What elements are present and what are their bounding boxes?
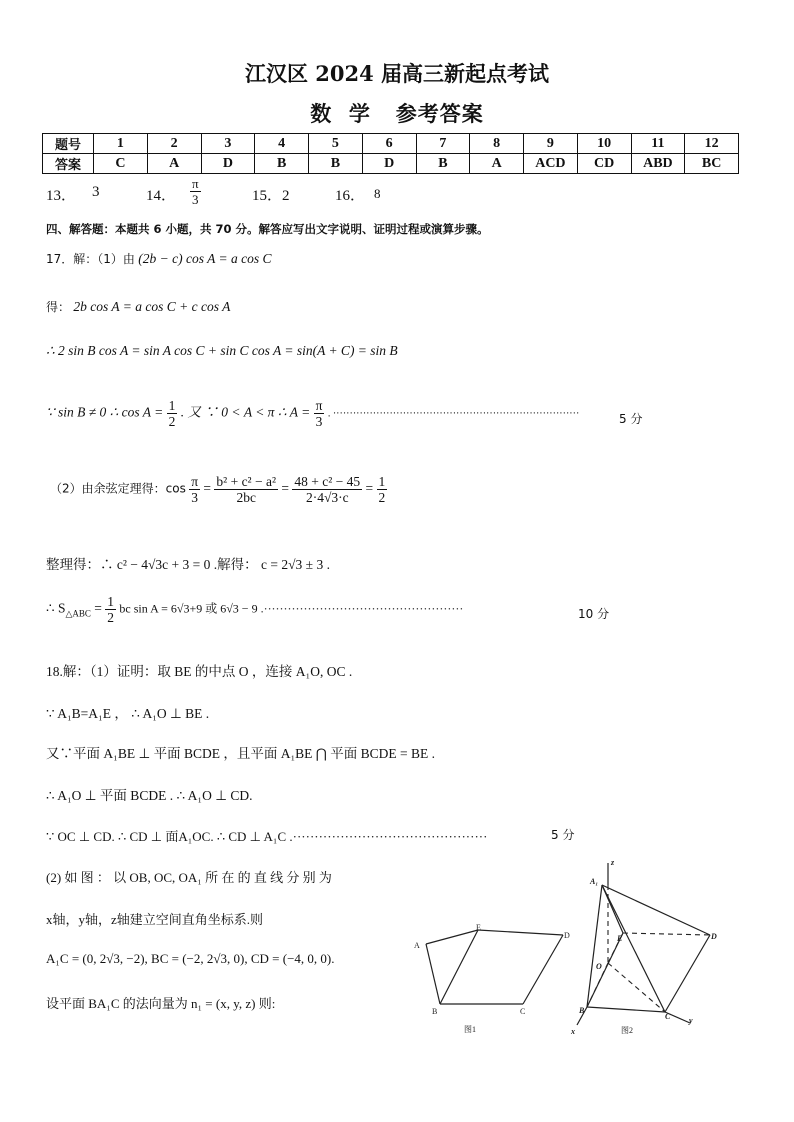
frac-den: 2	[168, 414, 176, 429]
frac-num: b² + c² − a²	[216, 474, 277, 489]
table-cell: A	[470, 154, 524, 174]
edge-ba	[426, 944, 440, 1004]
frac-num: 1	[168, 398, 176, 413]
table-cell: 12	[685, 134, 739, 154]
edge-be	[440, 930, 478, 1004]
frac-den: 2	[378, 490, 386, 505]
frac-num: 1	[107, 594, 115, 609]
q16-label: 16．	[335, 188, 366, 204]
table-cell: CD	[577, 154, 631, 174]
edge-ed-hidden	[623, 933, 710, 935]
figure-1-diagram	[408, 922, 578, 1037]
q13-label: 13．	[46, 188, 77, 204]
edge-ae	[426, 930, 478, 944]
fig2-label-x: x	[571, 1027, 575, 1036]
q17-line3-expr: ∴ 2 sin B cos A = sin A cos C + sin C cos A = sin(A + C) = sin B	[46, 343, 398, 358]
q17-line7	[46, 594, 463, 625]
q17-line4-b: . 又 ∵ 0 < A < π ∴ A =	[180, 404, 311, 420]
frac-den: 3	[315, 414, 323, 429]
fig2-label-e: E	[617, 934, 623, 943]
table-cell: ABD	[631, 154, 685, 174]
fig2-label-b: B	[579, 1006, 585, 1015]
q17-score-2: 10 分	[578, 607, 610, 621]
fig1-caption: 图1	[464, 1025, 476, 1034]
table-cell: D	[201, 154, 255, 174]
q18-line9: 设平面 BA₁C 的法向量为 n₁ = (x, y, z) 则:	[46, 996, 276, 1011]
table-cell: 11	[631, 134, 685, 154]
figure-2-diagram	[565, 855, 725, 1040]
fig1-label-b: B	[432, 1007, 438, 1016]
frac-den: 2	[107, 610, 115, 625]
answer-table	[42, 133, 739, 174]
q17-line7-c: bc sin A = 6√3+9 或 6√3 − 9 .··················································	[119, 601, 464, 616]
q17-line1-expr: (2b − c) cos A = a cos C	[138, 251, 272, 266]
edge-bc	[587, 1007, 665, 1012]
fig2-label-c: C	[665, 1012, 671, 1021]
q17-line4-dots: . ··········································································	[327, 408, 580, 420]
q17-score-1: 5 分	[619, 412, 643, 426]
frac-num: 1	[378, 474, 386, 489]
fig2-label-d: D	[711, 932, 717, 941]
fig1-label-c: C	[520, 1007, 526, 1016]
table-row-numbers	[43, 134, 739, 154]
fig2-label-y: y	[689, 1016, 693, 1025]
q14-answer	[190, 176, 201, 207]
edge-dc	[665, 935, 710, 1012]
page-title: 江汉区 2024 届高三新起点考试	[244, 61, 550, 86]
section-heading: 四、解答题：本题共 6 小题，共 70 分。解答应写出文字说明、证明过程或演算步骤。	[46, 222, 489, 236]
table-cell: A	[147, 154, 201, 174]
edge-a1c	[602, 885, 665, 1012]
table-cell: ACD	[524, 154, 578, 174]
q17-line2	[46, 298, 230, 315]
q18-line3: 又∵平面 A₁BE ⊥ 平面 BCDE ，且平面 A₁BE ⋂ 平面 BCDE = BE .	[46, 746, 435, 761]
q17-line2-expr: 2b cos A = a cos C + c cos A	[73, 299, 231, 314]
table-row-answers	[43, 154, 739, 174]
q18-line7: x轴，y轴，z轴建立空间直角坐标系.则	[46, 912, 264, 927]
q17-line7-b: =	[94, 600, 102, 616]
q16-answer: 8	[374, 186, 381, 201]
table-cell: C	[94, 154, 148, 174]
edge-ed	[478, 930, 563, 935]
table-header-answer: 答案	[43, 154, 94, 174]
fig1-label-e: E	[476, 923, 481, 932]
q17-line7-a: ∴ S	[46, 600, 66, 616]
fig1-label-d: D	[564, 931, 570, 940]
q17-line7-sub: △ABC	[65, 608, 91, 619]
q17-line4	[46, 398, 579, 429]
q17-line5-prefix: （2）由余弦定理得：cos	[50, 481, 186, 496]
frac-num: π	[315, 398, 323, 413]
q18-line2: ∵ A₁B=A₁E ， ∴ A₁O ⊥ BE .	[46, 706, 210, 721]
table-cell: 5	[309, 134, 363, 154]
q14-numerator: π	[192, 176, 199, 191]
q14-label: 14．	[146, 188, 177, 204]
q14-denominator: 3	[192, 192, 199, 207]
table-cell: 4	[255, 134, 309, 154]
q13-answer: 3	[92, 184, 100, 200]
table-cell: B	[309, 154, 363, 174]
q18-line8: A₁C = (0, 2√3, −2), BC = (−2, 2√3, 0), CD = (−4, 0, 0).	[46, 951, 335, 966]
table-cell: 6	[362, 134, 416, 154]
fig2-label-a1: A₁	[590, 877, 599, 886]
table-cell: D	[362, 154, 416, 174]
table-cell: 3	[201, 134, 255, 154]
frac-den: 2bc	[236, 490, 256, 505]
q17-line1	[46, 250, 272, 267]
q17-line5: （2）由余弦定理得：cos $\frac{\pi}{3}$ = $\frac{\text{b² + c² − a²}}{2bc}$ = $\frac{\text{48 + c² − 45}}{2\cdot 4√3\cdot c}$ = $\frac{1}{2}$	[50, 474, 386, 505]
page-subtitle: 数 学 参考答案	[310, 101, 484, 126]
q18-line5: ∵ OC ⊥ CD. ∴ CD ⊥ 面A₁OC. ∴ CD ⊥ A₁C .·············································	[46, 829, 488, 844]
q17-line6: 整理得：∴ c² − 4√3c + 3 = 0 .解得： c = 2√3 ± 3 .	[46, 557, 330, 572]
table-cell: BC	[685, 154, 739, 174]
edge-a1b	[587, 885, 602, 1007]
table-cell: 1	[94, 134, 148, 154]
edge-a1d	[602, 885, 710, 935]
q18-line6: (2) 如 图 ： 以 OB, OC, OA₁ 所 在 的 直 线 分 别 为	[46, 870, 332, 885]
fig2-label-o: O	[596, 962, 602, 971]
table-cell: 7	[416, 134, 470, 154]
edge-dc	[523, 935, 563, 1004]
table-header-number: 题号	[43, 134, 94, 154]
table-cell: 2	[147, 134, 201, 154]
q18-score-1: 5 分	[551, 828, 575, 842]
frac-den: 3	[191, 490, 198, 505]
q17-line1-prefix: 17．解：（1）由	[46, 252, 135, 266]
table-cell: B	[416, 154, 470, 174]
table-cell: 8	[470, 134, 524, 154]
table-cell: 9	[524, 134, 578, 154]
q17-line4-a: ∵ sin B ≠ 0 ∴ cos A =	[46, 404, 164, 420]
q17-line3	[46, 343, 398, 359]
frac-den: 2·4√3·c	[305, 490, 349, 505]
fig1-label-a: A	[414, 941, 420, 950]
fig2-caption: 图2	[621, 1026, 633, 1035]
table-cell: 10	[577, 134, 631, 154]
table-cell: B	[255, 154, 309, 174]
frac-num: π	[191, 474, 199, 489]
q18-line4: ∴ A₁O ⊥ 平面 BCDE . ∴ A₁O ⊥ CD.	[46, 788, 253, 803]
frac-num: 48 + c² − 45	[294, 474, 361, 489]
q15-label: 15．2	[252, 188, 290, 204]
fig2-label-z: z	[611, 858, 615, 867]
edge-oc-hidden	[608, 963, 665, 1012]
q17-line2-prefix: 得：	[46, 300, 71, 314]
q18-line1: 18.解：（1）证明：取 BE 的中点 O ，连接 A₁O, OC .	[46, 664, 353, 679]
